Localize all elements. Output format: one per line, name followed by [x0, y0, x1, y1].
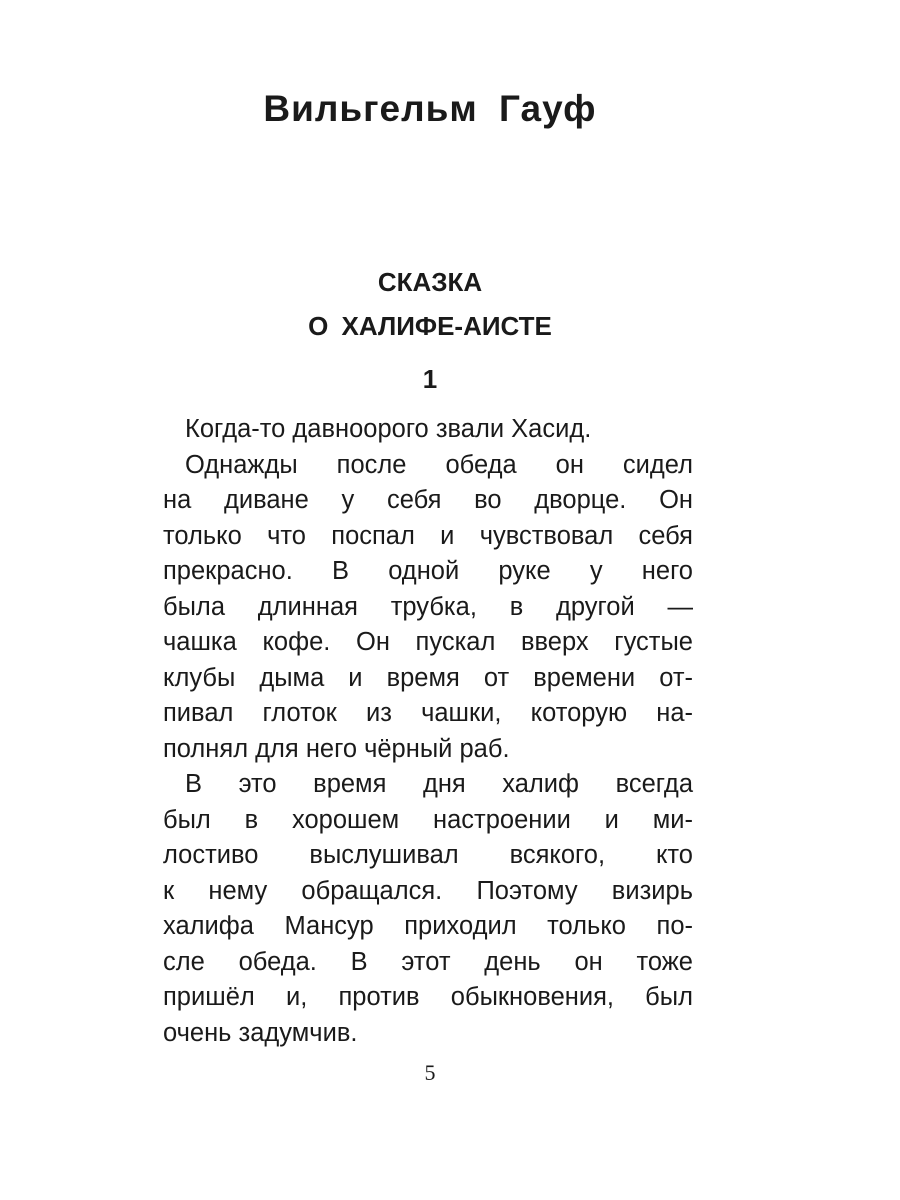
text-line: была длинная трубка, в другой —: [163, 592, 693, 621]
text-line: клубы дыма и время от времени от-: [163, 663, 693, 692]
text-line: был в хорошем настроении и ми-: [163, 805, 693, 834]
text-line: на диване у себя во дворце. Он: [163, 486, 693, 514]
story-text: [163, 412, 693, 1051]
text-line: халифа Мансур приходил только по-: [163, 912, 693, 940]
text-line: полнял для него чёрный раб.: [163, 734, 510, 763]
text-line: прекрасно. В одной руке у него: [163, 557, 693, 585]
text-line: чашка кофе. Он пускал вверх густые: [163, 628, 693, 656]
text-line: к нему обращался. Поэтому визирь: [163, 876, 693, 905]
author-name: Вильгельм Гауф: [263, 88, 597, 129]
text-line: пивал глоток из чашки, которую на-: [163, 699, 693, 727]
text-line: лостиво выслушивал всякого, кто: [163, 841, 693, 869]
story-title: [0, 260, 860, 348]
page-number: 5: [424, 1060, 436, 1085]
text-line: Когда-то давноорого звали Хасид.: [185, 415, 592, 443]
text-line: очень задумчив.: [163, 1018, 358, 1047]
text-line: сле обеда. В этот день он тоже: [163, 947, 693, 976]
text-line: В это время дня халиф всегда: [185, 770, 693, 798]
text-line: Однажды после обеда он сидел: [185, 450, 693, 479]
story-title-line-2: О ХАЛИФЕ-АИСТЕ: [308, 311, 552, 341]
text-line: только что поспал и чувствовал себя: [163, 521, 693, 550]
text-line: пришёл и, против обыкновения, был: [163, 983, 693, 1011]
chapter-number: 1: [422, 364, 438, 394]
story-title-line-1: СКАЗКА: [377, 267, 483, 297]
